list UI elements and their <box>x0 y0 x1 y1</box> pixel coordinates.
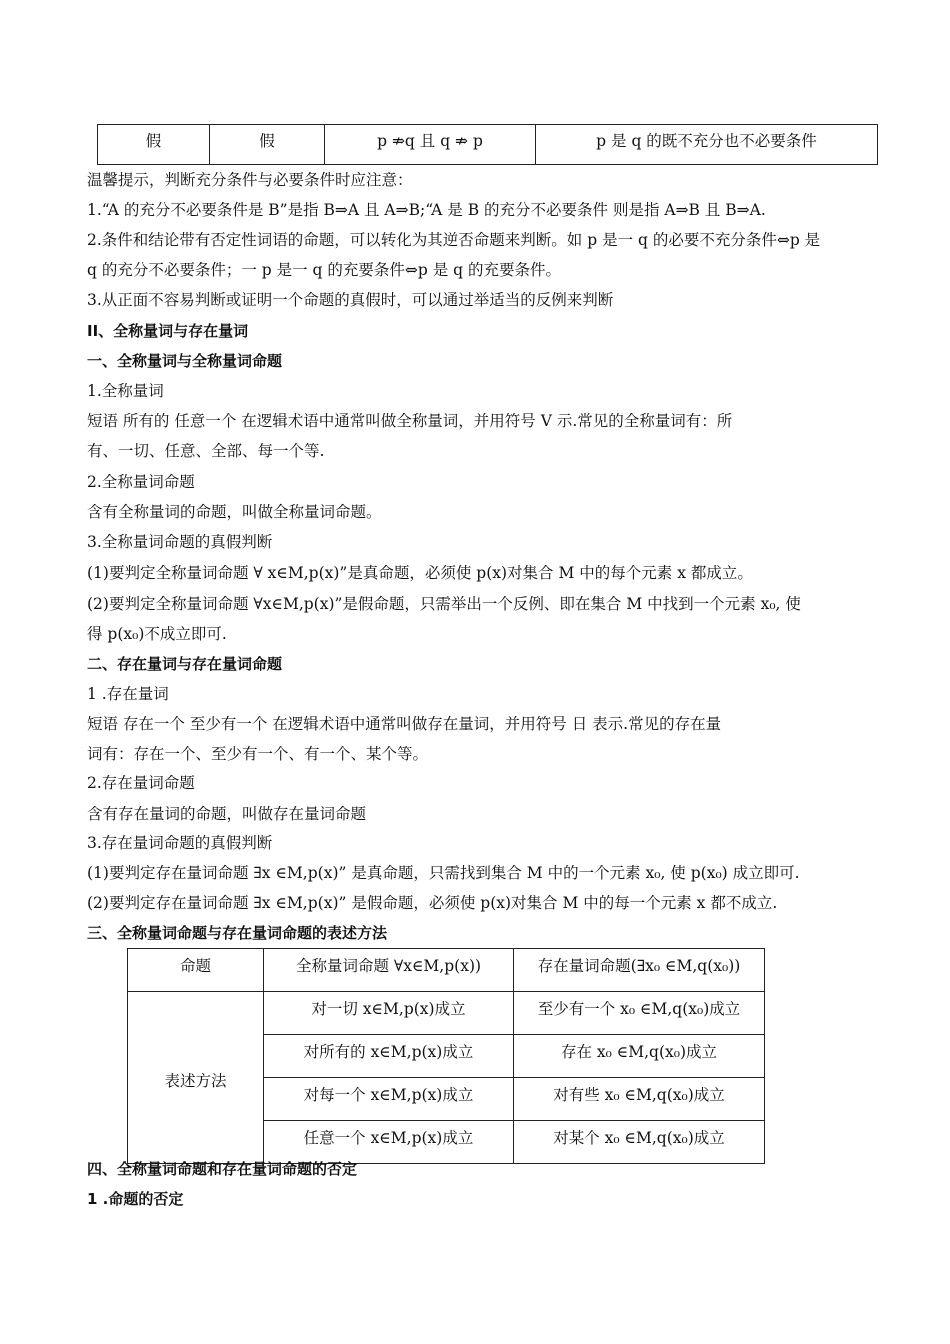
condition-table-row <box>97 124 878 165</box>
table-cell: 对每一个 x∈M,p(x)成立 <box>264 1078 514 1121</box>
table-cell: 存在 x₀ ∈M,q(x₀)成立 <box>514 1035 765 1078</box>
part2-title: 二、存在量词与存在量词命题 <box>87 655 283 673</box>
part4-subtitle: 1 .命题的否定 <box>87 1190 184 1208</box>
p3-item-2b: 得 p(x₀)不成立即可. <box>87 625 227 643</box>
tips-intro: 温馨提示，判断充分条件与必要条件时应注意： <box>87 171 413 189</box>
table-header-cell: 命题 <box>128 949 264 992</box>
p1-label: 1.全称量词 <box>87 382 164 400</box>
table-cell: 对所有的 x∈M,p(x)成立 <box>264 1035 514 1078</box>
q3-item-1: (1)要判定存在量词命题 ∃x ∈M,p(x)” 是真命题，只需找到集合 M 中的一个元素 x₀, 使 p(x₀) 成立即可. <box>87 864 800 882</box>
table-cell: 假 <box>98 125 210 165</box>
q3-label: 3.存在量词命题的真假判断 <box>87 834 273 852</box>
table-cell: 对一切 x∈M,p(x)成立 <box>264 992 514 1035</box>
table-cell: 任意一个 x∈M,p(x)成立 <box>264 1121 514 1164</box>
q1-text-b: 词有：存在一个、至少有一个、有一个、某个等。 <box>87 745 429 763</box>
table-row <box>98 125 878 165</box>
table-cell: 对有些 x₀ ∈M,q(x₀)成立 <box>514 1078 765 1121</box>
tips-item-2a: 2.条件和结论带有否定性词语的命题，可以转化为其逆否命题来判断。如 p 是一 q 的必要不充分条件⇔p 是 <box>87 231 821 249</box>
table-row <box>128 949 765 992</box>
p1-text-b: 有、一切、任意、全部、每一个等. <box>87 442 325 460</box>
p2-text: 含有全称量词的命题，叫做全称量词命题。 <box>87 503 382 521</box>
tips-item-3: 3.从正面不容易判断或证明一个命题的真假时，可以通过举适当的反例来判断 <box>87 291 614 309</box>
table-cell: p ⇏q 且 q ⇏ p <box>325 125 536 165</box>
q1-text-a: 短语 存在一个 至少有一个 在逻辑术语中通常叫做存在量词，并用符号 日 表示.常见的存在量 <box>87 715 722 733</box>
expression-table <box>127 948 765 1164</box>
p3-label: 3.全称量词命题的真假判断 <box>87 533 273 551</box>
table-cell: 假 <box>210 125 325 165</box>
part3-title: 三、全称量词命题与存在量词命题的表述方法 <box>87 924 388 942</box>
table-cell: 对某个 x₀ ∈M,q(x₀)成立 <box>514 1121 765 1164</box>
table-row <box>128 992 765 1035</box>
row-label-cell: 表述方法 <box>128 992 264 1164</box>
section-title: II、全称量词与存在量词 <box>87 322 249 340</box>
p3-item-1: (1)要判定全称量词命题 ∀ x∈M,p(x)”是真命题，必须使 p(x)对集合 M 中的每个元素 x 都成立。 <box>87 564 753 582</box>
q1-label: 1 .存在量词 <box>87 685 169 703</box>
q2-label: 2.存在量词命题 <box>87 774 195 792</box>
table-cell: p 是 q 的既不充分也不必要条件 <box>536 125 878 165</box>
table-header-cell: 存在量词命题(∃x₀ ∈M,q(x₀)) <box>514 949 765 992</box>
q3-item-2: (2)要判定存在量词命题 ∃x ∈M,p(x)” 是假命题，必须使 p(x)对集合 M 中的每一个元素 x 都不成立. <box>87 894 778 912</box>
part1-title: 一、全称量词与全称量词命题 <box>87 352 283 370</box>
table-cell: 至少有一个 x₀ ∈M,q(x₀)成立 <box>514 992 765 1035</box>
part4-title: 四、全称量词命题和存在量词命题的否定 <box>87 1160 358 1178</box>
p2-label: 2.全称量词命题 <box>87 473 195 491</box>
tips-item-2b: q 的充分不必要条件；一 p 是一 q 的充要条件⇔p 是 q 的充要条件。 <box>87 261 562 279</box>
table-header-cell: 全称量词命题 ∀x∈M,p(x)) <box>264 949 514 992</box>
p3-item-2a: (2)要判定全称量词命题 ∀x∈M,p(x)”是假命题，只需举出一个反例、即在集合 M 中找到一个元素 x₀, 使 <box>87 595 801 613</box>
tips-item-1: 1.“A 的充分不必要条件是 B”是指 B⇒A 且 A⇒B;“A 是 B 的充分不必要条件 则是指 A⇒B 且 B⇒A. <box>87 201 766 219</box>
q2-text: 含有存在量词的命题，叫做存在量词命题 <box>87 805 367 823</box>
p1-text-a: 短语 所有的 任意一个 在逻辑术语中通常叫做全称量词，并用符号 V 示.常见的全称量词有：所 <box>87 412 733 430</box>
